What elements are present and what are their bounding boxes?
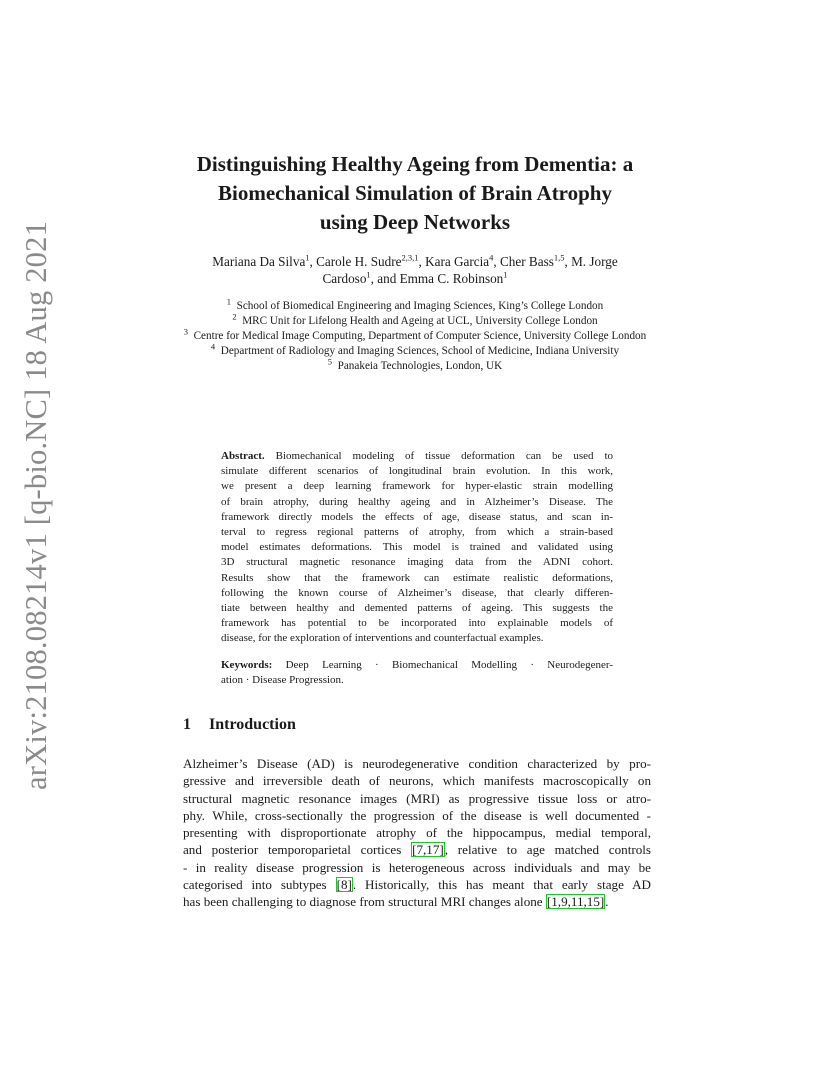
affiliation-text: Panakeia Technologies, London, UK	[337, 360, 503, 372]
author-name: Mariana Da Silva	[212, 254, 306, 269]
author-name: Cher Bass	[499, 254, 554, 269]
abstract-line: of brain atrophy, during healthy ageing and in Alzheimer’s Disease. The	[221, 495, 613, 508]
body-line: and posterior temporoparietal cortices [7,17], relative to age matched controls	[183, 842, 651, 858]
abstract-line: disease, for the exploration of interventions and counterfactual examples.	[221, 632, 544, 645]
affiliation-number: 2	[232, 311, 237, 322]
keywords-label: Keywords:	[221, 659, 273, 671]
keywords-text: Deep Learning · Biomechanical Modelling · Neurodegener-	[272, 659, 613, 671]
affiliation	[150, 311, 680, 329]
abstract-label: Abstract.	[221, 450, 265, 462]
body-line: Alzheimer’s Disease (AD) is neurodegenerative condition characterized by pro-	[183, 756, 651, 771]
keywords-line	[221, 658, 613, 673]
author-affil-sup: 2,3,1	[401, 252, 419, 263]
affiliation	[150, 326, 680, 344]
author-affil-sup: 1	[305, 252, 310, 263]
author-name: Carole H. Sudre	[316, 254, 402, 269]
body-line: phy. While, cross-sectionally the progression of the disease is well documented -	[183, 807, 651, 823]
abstract-line: simulate different scenarios of longitudinal brain evolution. In this work,	[221, 465, 613, 478]
keywords	[221, 658, 613, 688]
affiliation-text: School of Biomedical Engineering and Imaging Sciences, King’s College London	[236, 300, 604, 312]
affiliations	[150, 296, 680, 374]
abstract-line: following the known course of Alzheimer’s disease, that clearly differen-	[221, 586, 613, 599]
body-line: structural magnetic resonance images (MRI) as progressive tissue loss or atro-	[183, 790, 651, 806]
section-number: 1	[183, 716, 191, 733]
author-line-2	[150, 270, 680, 287]
author-sep: ,	[493, 254, 500, 269]
author-affil-sup: 1,5	[553, 252, 565, 263]
affiliation	[150, 341, 680, 359]
author-affil-sup: 1	[503, 269, 508, 280]
citation-link[interactable]: [1,9,11,15]	[546, 894, 605, 910]
arxiv-side-stamp: arXiv:2108.08214v1 [q-bio.NC] 18 Aug 2021	[19, 220, 53, 790]
abstract-line: Results show that the framework can estimate realistic deformations,	[221, 571, 613, 584]
author-list	[150, 253, 680, 287]
affiliation-text: Centre for Medical Image Computing, Department of Computer Science, University College London	[193, 330, 647, 342]
citation-link[interactable]: [7,17]	[412, 842, 444, 858]
affiliation-number: 5	[327, 356, 333, 367]
affiliation-text: Department of Radiology and Imaging Sciences, School of Medicine, Indiana University	[220, 345, 620, 357]
author-sep: ,	[418, 254, 426, 269]
title-line: Distinguishing Healthy Ageing from Dementia: a	[196, 152, 634, 176]
affiliation	[150, 356, 680, 374]
body-line: gressive and irreversible death of neurons, which manifests macroscopically on	[183, 773, 651, 789]
author-sep: ,	[309, 254, 317, 269]
abstract-line	[221, 449, 613, 464]
abstract-text: Biomechanical modeling of tissue deformation can be used to	[264, 450, 613, 462]
abstract-line: model estimates deformations. This model is trained and validated using	[221, 541, 613, 554]
body-line: - in reality disease progression is heterogeneous across individuals and may be	[183, 859, 651, 875]
affiliation	[150, 296, 680, 314]
paper-title	[150, 150, 680, 237]
author-sep: , M. Jorge	[564, 254, 618, 269]
abstract-line: terval to regress regional patterns of atrophy, from which a strain-based	[221, 526, 613, 539]
abstract-line: framework has potential to be incorporated into explainable models of	[221, 617, 613, 630]
section-heading	[183, 716, 296, 734]
affiliation-number: 4	[210, 341, 216, 352]
section-title: Introduction	[209, 716, 296, 733]
body-line: presenting with disproportionate atrophy of the hippocampus, medial temporal,	[183, 825, 651, 841]
abstract-line: 3D structural magnetic resonance imaging data from the ADNI cohort.	[221, 556, 613, 569]
body-line: categorised into subtypes [8]. Historically, this has meant that early stage AD	[183, 877, 651, 893]
citation-link[interactable]: [8]	[336, 877, 352, 893]
author-name: Cardoso	[322, 271, 367, 286]
author-affil-sup: 4	[489, 252, 494, 263]
abstract-line: we present a deep learning framework for hyper-elastic strain modelling	[221, 480, 613, 493]
title-line: Biomechanical Simulation of Brain Atrophy	[218, 181, 612, 205]
author-sep: , and Emma C. Robinson	[370, 271, 504, 286]
affiliation-number: 3	[183, 326, 188, 337]
affiliation-number: 1	[226, 296, 232, 307]
keywords-line: ation · Disease Progression.	[221, 674, 344, 687]
abstract-line: framework directly models the effects of age, disease status, and scan in-	[221, 510, 613, 523]
abstract	[221, 449, 613, 647]
author-affil-sup: 1	[366, 269, 371, 280]
abstract-line: tiate between healthy and demented patterns of ageing. This suggests the	[221, 602, 613, 615]
affiliation-text: MRC Unit for Lifelong Health and Ageing at UCL, University College London	[242, 315, 598, 327]
title-line: using Deep Networks	[319, 210, 511, 234]
body-line: has been challenging to diagnose from structural MRI changes alone [1,9,11,15].	[183, 894, 609, 910]
author-name: Kara Garcia	[425, 254, 490, 269]
intro-paragraph	[183, 755, 651, 911]
author-line-1	[150, 253, 680, 270]
